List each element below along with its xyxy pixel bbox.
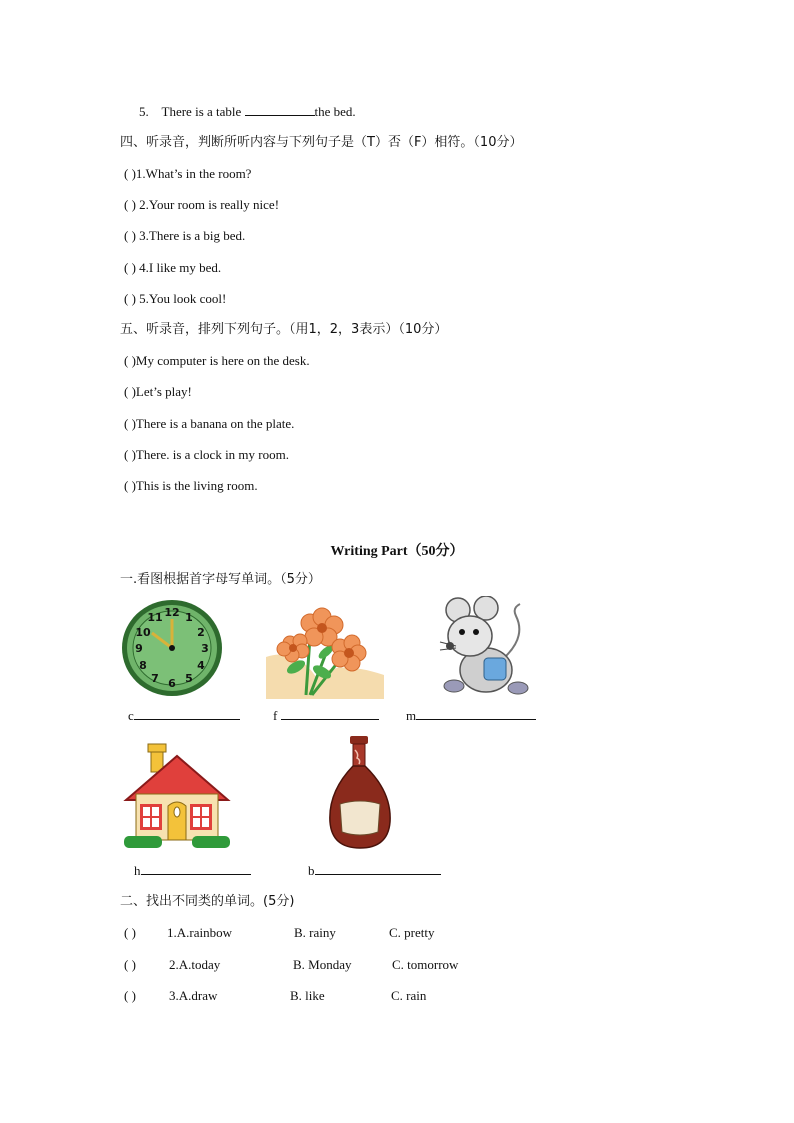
- option-c: C. rain: [391, 988, 427, 1003]
- clock-picture: [118, 597, 226, 699]
- word-answer-f: [273, 707, 379, 725]
- clock-number: 4: [197, 659, 205, 672]
- section4-item: [124, 290, 226, 308]
- item-text: 1.What’s in the room?: [135, 166, 252, 181]
- section5-item: [124, 446, 289, 464]
- section4-item: [124, 227, 245, 245]
- clock-number: 6: [168, 677, 176, 690]
- mouse-picture: [426, 596, 534, 700]
- first-letter: m: [406, 708, 417, 723]
- item-text: 2.Your room is really nice!: [135, 197, 280, 212]
- option-a: 2.A.today: [169, 957, 221, 972]
- section4-heading: 四、听录音，判断所听内容与下列句子是（T）否（F）相符。（10分）: [120, 135, 523, 150]
- clock-number: 2: [197, 626, 205, 639]
- clock-number: 7: [151, 672, 159, 685]
- item-text: My computer is here on the desk.: [135, 353, 310, 368]
- word-answer-h: [134, 862, 251, 880]
- item-text: Let’s play!: [135, 384, 192, 399]
- option-c: C. pretty: [389, 925, 435, 940]
- clock-number: 5: [185, 672, 193, 685]
- section5-item: [124, 477, 258, 495]
- first-letter: b: [308, 863, 315, 878]
- item-text: 5.You look cool!: [135, 291, 227, 306]
- answer-paren[interactable]: ( ): [124, 925, 136, 940]
- odd-one-out-row: [124, 924, 136, 942]
- answer-paren[interactable]: ( ): [124, 416, 136, 431]
- clock-number: 10: [135, 626, 151, 639]
- listening-item-5: [139, 103, 356, 121]
- section5-item: [124, 415, 294, 433]
- first-letter: c: [128, 708, 134, 723]
- section5-item: [124, 383, 192, 401]
- option-b: B. Monday: [293, 957, 352, 972]
- answer-blank[interactable]: [245, 103, 315, 116]
- option-a: 1.A.rainbow: [167, 925, 232, 940]
- clock-number: 3: [201, 642, 209, 655]
- answer-paren[interactable]: ( ): [124, 228, 136, 243]
- item-text: This is the living room.: [135, 478, 258, 493]
- word-answer-c: [128, 707, 240, 725]
- answer-paren[interactable]: ( ): [124, 260, 136, 275]
- item-text: There is a banana on the plate.: [135, 416, 295, 431]
- clock-number: 12: [164, 606, 180, 619]
- house-picture: [122, 742, 232, 850]
- word-answer-b: [308, 862, 441, 880]
- section5-heading: 五、听录音，排列下列句子。（用1，2，3表示）（10分）: [120, 322, 448, 337]
- answer-blank[interactable]: [141, 862, 251, 875]
- section4-item: [124, 196, 279, 214]
- clock-number: 8: [139, 659, 147, 672]
- answer-blank[interactable]: [281, 707, 379, 720]
- answer-paren[interactable]: ( ): [124, 166, 136, 181]
- first-letter: h: [134, 863, 141, 878]
- odd-one-out-row: [124, 956, 136, 974]
- option-c: C. tomorrow: [392, 957, 459, 972]
- writing-part2-heading: 二、找出不同类的单词。(5分): [120, 894, 295, 909]
- answer-paren[interactable]: ( ): [124, 353, 136, 368]
- answer-paren[interactable]: ( ): [124, 291, 136, 306]
- item-text: 3.There is a big bed.: [135, 228, 246, 243]
- item-number: 5.: [139, 104, 149, 119]
- item-text: 4.I like my bed.: [135, 260, 222, 275]
- writing-part1-heading: 一.看图根据首字母写单词。（5分）: [120, 572, 321, 587]
- answer-paren[interactable]: ( ): [124, 988, 136, 1003]
- option-b: B. rainy: [294, 925, 336, 940]
- clock-number: 11: [147, 611, 163, 624]
- item-text: the bed.: [314, 104, 356, 119]
- answer-blank[interactable]: [416, 707, 536, 720]
- answer-blank[interactable]: [315, 862, 441, 875]
- flower-picture: [266, 597, 384, 699]
- answer-blank[interactable]: [134, 707, 240, 720]
- writing-part-title: Writing Part（50分）: [330, 544, 464, 559]
- item-text: There is a table: [161, 104, 242, 119]
- clock-number: 1: [185, 611, 193, 624]
- option-a: 3.A.draw: [169, 988, 218, 1003]
- section4-item: [124, 259, 221, 277]
- answer-paren[interactable]: ( ): [124, 478, 136, 493]
- section4-item: [124, 165, 251, 183]
- option-b: B. like: [290, 988, 325, 1003]
- answer-paren[interactable]: ( ): [124, 384, 136, 399]
- clock-number: 9: [135, 642, 143, 655]
- section5-item: [124, 352, 310, 370]
- answer-paren[interactable]: ( ): [124, 197, 136, 212]
- answer-paren[interactable]: ( ): [124, 957, 136, 972]
- odd-one-out-row: [124, 987, 136, 1005]
- answer-paren[interactable]: ( ): [124, 447, 136, 462]
- first-letter: f: [273, 708, 278, 723]
- word-answer-m: [406, 707, 536, 725]
- item-text: There. is a clock in my room.: [135, 447, 289, 462]
- bottle-picture: [322, 734, 398, 852]
